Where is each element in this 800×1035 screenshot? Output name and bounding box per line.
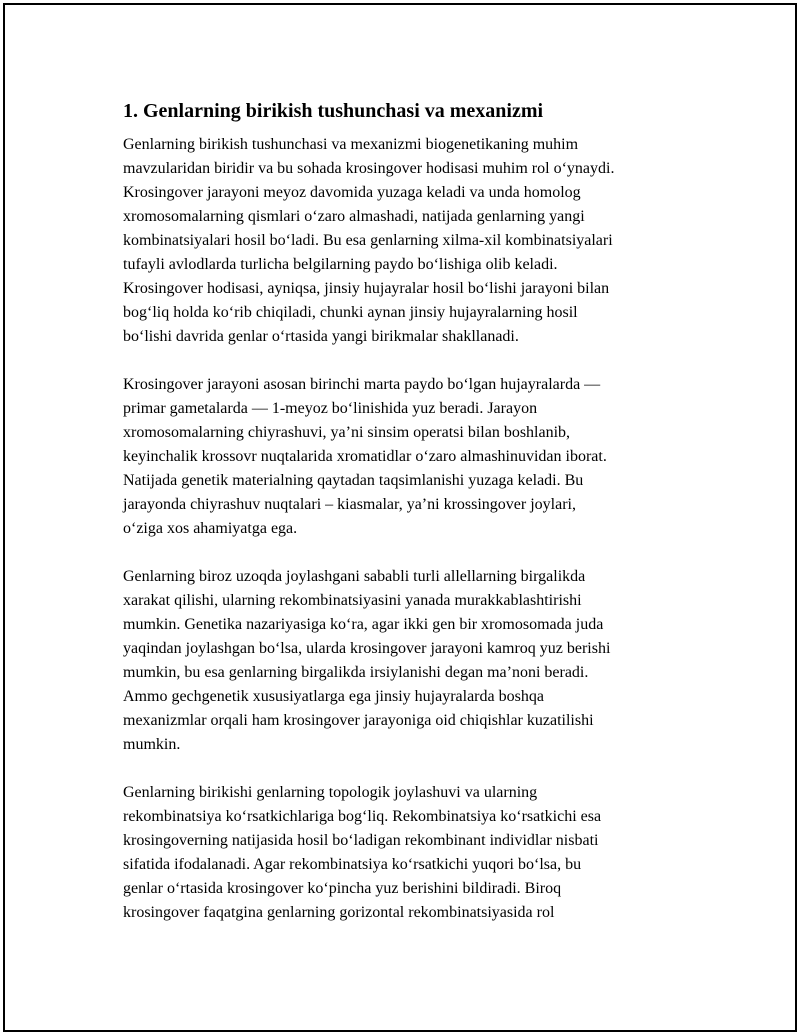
text-line: o‘ziga xos ahamiyatga ega. (123, 520, 298, 537)
text-line: Genlarning biroz uzoqda joylashgani sababli turli allellarning birgalikda (123, 568, 586, 585)
text-line: Krosingover hodisasi, ayniqsa, jinsiy hujayralar hosil bo‘lishi jarayoni bilan (123, 280, 610, 297)
text-line: xarakat qilishi, ularning rekombinatsiyasini yanada murakkablashtirishi (123, 592, 582, 609)
text-line: mumkin. (123, 736, 181, 753)
text-line: krosingoverning natijasida hosil bo‘ladigan rekombinant individlar nisbati (123, 832, 599, 849)
text-line: sifatida ifodalanadi. Agar rekombinatsiya ko‘rsatkichi yuqori bo‘lsa, bu (123, 856, 582, 873)
text-line: xromosomalarning chiyrashuvi, ya’ni sinsim operatsi bilan boshlanib, (123, 424, 571, 441)
text-line: jarayonda chiyrashuv nuqtalari – kiasmalar, ya’ni krossingover joylari, (123, 496, 576, 513)
text-line: Ammo gechgenetik xususiyatlarga ega jinsiy hujayralarda boshqa (123, 688, 544, 705)
text-line: genlar o‘rtasida krosingover ko‘pincha yuz berishini bildiradi. Biroq (123, 880, 562, 897)
paragraph-1 (123, 133, 695, 349)
text-line: kombinatsiyalari hosil bo‘ladi. Bu esa genlarning xilma-xil kombinatsiyalari (123, 232, 613, 249)
text-line: primar gametalarda — 1-meyoz bo‘linishida yuz beradi. Jarayon (123, 400, 538, 417)
paragraph-3 (123, 565, 695, 757)
text-line: Krosingover jarayoni meyoz davomida yuzaga keladi va unda homolog (123, 184, 581, 201)
text-line: mexanizmlar orqali ham krosingover jarayoniga oid chiqishlar kuzatilishi (123, 712, 594, 729)
text-line: mumkin, bu esa genlarning birgalikda irsiylanishi degan ma’noni beradi. (123, 664, 589, 681)
text-line: Genlarning birikish tushunchasi va mexanizmi biogenetikaning muhim (123, 136, 579, 153)
text-line: rekombinatsiya ko‘rsatkichlariga bog‘liq. Rekombinatsiya ko‘rsatkichi esa (123, 808, 602, 825)
document-body (123, 97, 695, 949)
text-line: Krosingover jarayoni asosan birinchi marta paydo bo‘lgan hujayralarda — (123, 376, 601, 393)
text-line: tufayli avlodlarda turlicha belgilarning paydo bo‘lishiga olib keladi. (123, 256, 558, 273)
text-line: yaqindan joylashgan bo‘lsa, ularda krosingover jarayoni kamroq yuz berishi (123, 640, 611, 657)
text-line: mumkin. Genetika nazariyasiga ko‘ra, agar ikki gen bir xromosomada juda (123, 616, 604, 633)
text-line: krosingover faqatgina genlarning gorizontal rekombinatsiyasida rol (123, 904, 555, 921)
paragraph-4 (123, 781, 695, 925)
text-line: Natijada genetik materialning qaytadan taqsimlanishi yuzaga keladi. Bu (123, 472, 584, 489)
text-line: keyinchalik krossovr nuqtalarida xromatidlar o‘zaro almashinuvidan iborat. (123, 448, 607, 465)
section-title: 1. Genlarning birikish tushunchasi va mexanizmi (123, 100, 544, 122)
text-line: xromosomalarning qismlari o‘zaro almashadi, natijada genlarning yangi (123, 208, 585, 225)
page (3, 3, 797, 1032)
text-line: mavzularidan biridir va bu sohada krosingover hodisasi muhim rol o‘ynaydi. (123, 160, 615, 177)
text-line: bog‘liq holda ko‘rib chiqiladi, chunki aynan jinsiy hujayralarning hosil (123, 304, 578, 321)
text-line: Genlarning birikishi genlarning topologik joylashuvi va ularning (123, 784, 538, 801)
text-line: bo‘lishi davrida genlar o‘rtasida yangi birikmalar shakllanadi. (123, 328, 519, 345)
paragraph-2 (123, 373, 695, 541)
